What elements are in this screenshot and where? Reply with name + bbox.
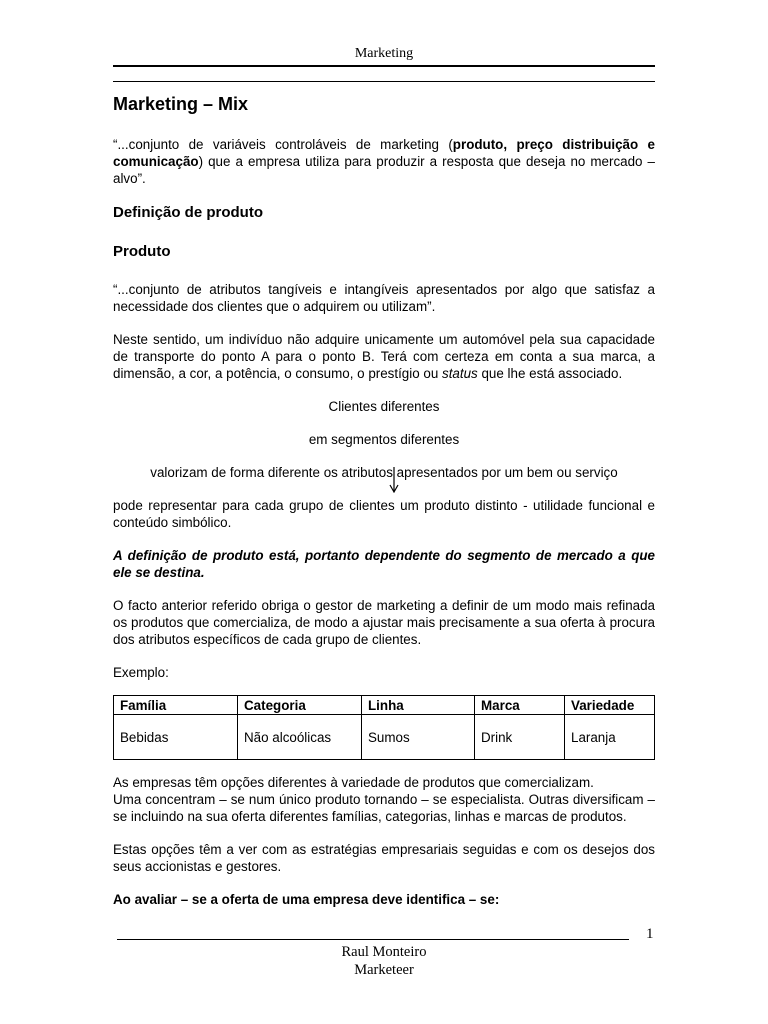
quote-pre: “...conjunto de variáveis controláveis de marketing (: [113, 137, 453, 152]
flow-line-2: em segmentos diferentes: [308, 432, 460, 447]
bold-closing-line: [113, 891, 655, 908]
table-cell: Bebidas: [114, 715, 238, 760]
paragraph-estrategias: Estas opções têm a ver com as estratégias empresariais seguidas e com os desejos dos seus accionistas e gestores.: [113, 842, 655, 874]
footer-role: Marketeer: [354, 962, 414, 978]
marketing-mix-quote: [113, 136, 655, 187]
paragraph-automovel: [113, 331, 655, 382]
table-row: [114, 715, 655, 760]
header-rule-thin: [113, 81, 655, 82]
table-header-cell: Categoria: [238, 696, 362, 715]
quote-bold: produto, preço distribuição e comunicação: [113, 137, 655, 169]
quote-post: ) que a empresa utiliza para produzir a resposta que deseja no mercado – alvo”.: [113, 154, 655, 186]
paragraph-opcoes: [113, 774, 655, 825]
para-pre: Neste sentido, um indivíduo não adquire unicamente um automóvel pela sua capacidade de transporte do ponto A para o ponto B. Terá com certeza em conta a sua marca, a dimensão, a cor, a potência, o consumo, o prestígio ou: [113, 332, 655, 381]
table-cell: Sumos: [362, 715, 475, 760]
flow-line-4: pode representar para cada grupo de clientes um produto distinto - utilidade funcional e conteúdo simbólico.: [113, 498, 655, 530]
table-header-cell: Linha: [362, 696, 475, 715]
flow-line-1: Clientes diferentes: [328, 399, 440, 414]
paragraph-gestor: O facto anterior referido obriga o gestor de marketing a definir de um modo mais refinada os produtos que comercializa, de modo a ajustar mais precisamente a sua oferta à procura dos atributos específicos de cada grupo de clientes.: [113, 598, 655, 647]
heading-marketing-mix: Marketing – Mix: [113, 94, 249, 114]
table-header-cell: Marca: [475, 696, 565, 715]
flow-line-3: valorizam de forma diferente os atributos apresentados por um bem ou serviço: [150, 465, 618, 480]
emphasis-text: A definição de produto está, portanto dependente do segmento de mercado a que ele se destina.: [113, 548, 655, 580]
header-title: Marketing: [354, 46, 414, 61]
header-rule-thick: [113, 65, 655, 67]
para-italic: status: [442, 366, 478, 381]
page-number: 1: [646, 926, 654, 942]
opcoes-line-1: As empresas têm opções diferentes à variedade de produtos que comercializam.: [113, 775, 594, 790]
footer-signature: [0, 943, 768, 979]
footer-rule: [117, 939, 629, 940]
product-hierarchy-table: [113, 695, 655, 760]
emphasis-paragraph: [113, 547, 655, 581]
example-label: Exemplo:: [113, 665, 169, 680]
table-cell: Drink: [475, 715, 565, 760]
table-header-row: [114, 696, 655, 715]
closing-text: Ao avaliar – se a oferta de uma empresa deve identifica – se:: [113, 892, 500, 907]
table-header-cell: Família: [114, 696, 238, 715]
page-content: [113, 93, 655, 924]
footer-author: Raul Monteiro: [341, 944, 427, 960]
para-post: que lhe está associado.: [477, 366, 623, 381]
opcoes-line-2: Uma concentram – se num único produto tornando – se especialista. Outras diversificam – se incluindo na sua oferta diferentes famílias, categorias, linhas e marcas de produtos.: [113, 792, 655, 824]
table-cell: Não alcoólicas: [238, 715, 362, 760]
heading-produto: Produto: [113, 243, 171, 260]
table-cell: Laranja: [565, 715, 655, 760]
produto-quote: “...conjunto de atributos tangíveis e intangíveis apresentados por algo que satisfaz a necessidade dos clientes que o adquirem ou utilizam”.: [113, 282, 655, 314]
table-header-cell: Variedade: [565, 696, 655, 715]
down-arrow-icon: [387, 467, 401, 493]
heading-definicao-produto: Definição de produto: [113, 204, 263, 221]
